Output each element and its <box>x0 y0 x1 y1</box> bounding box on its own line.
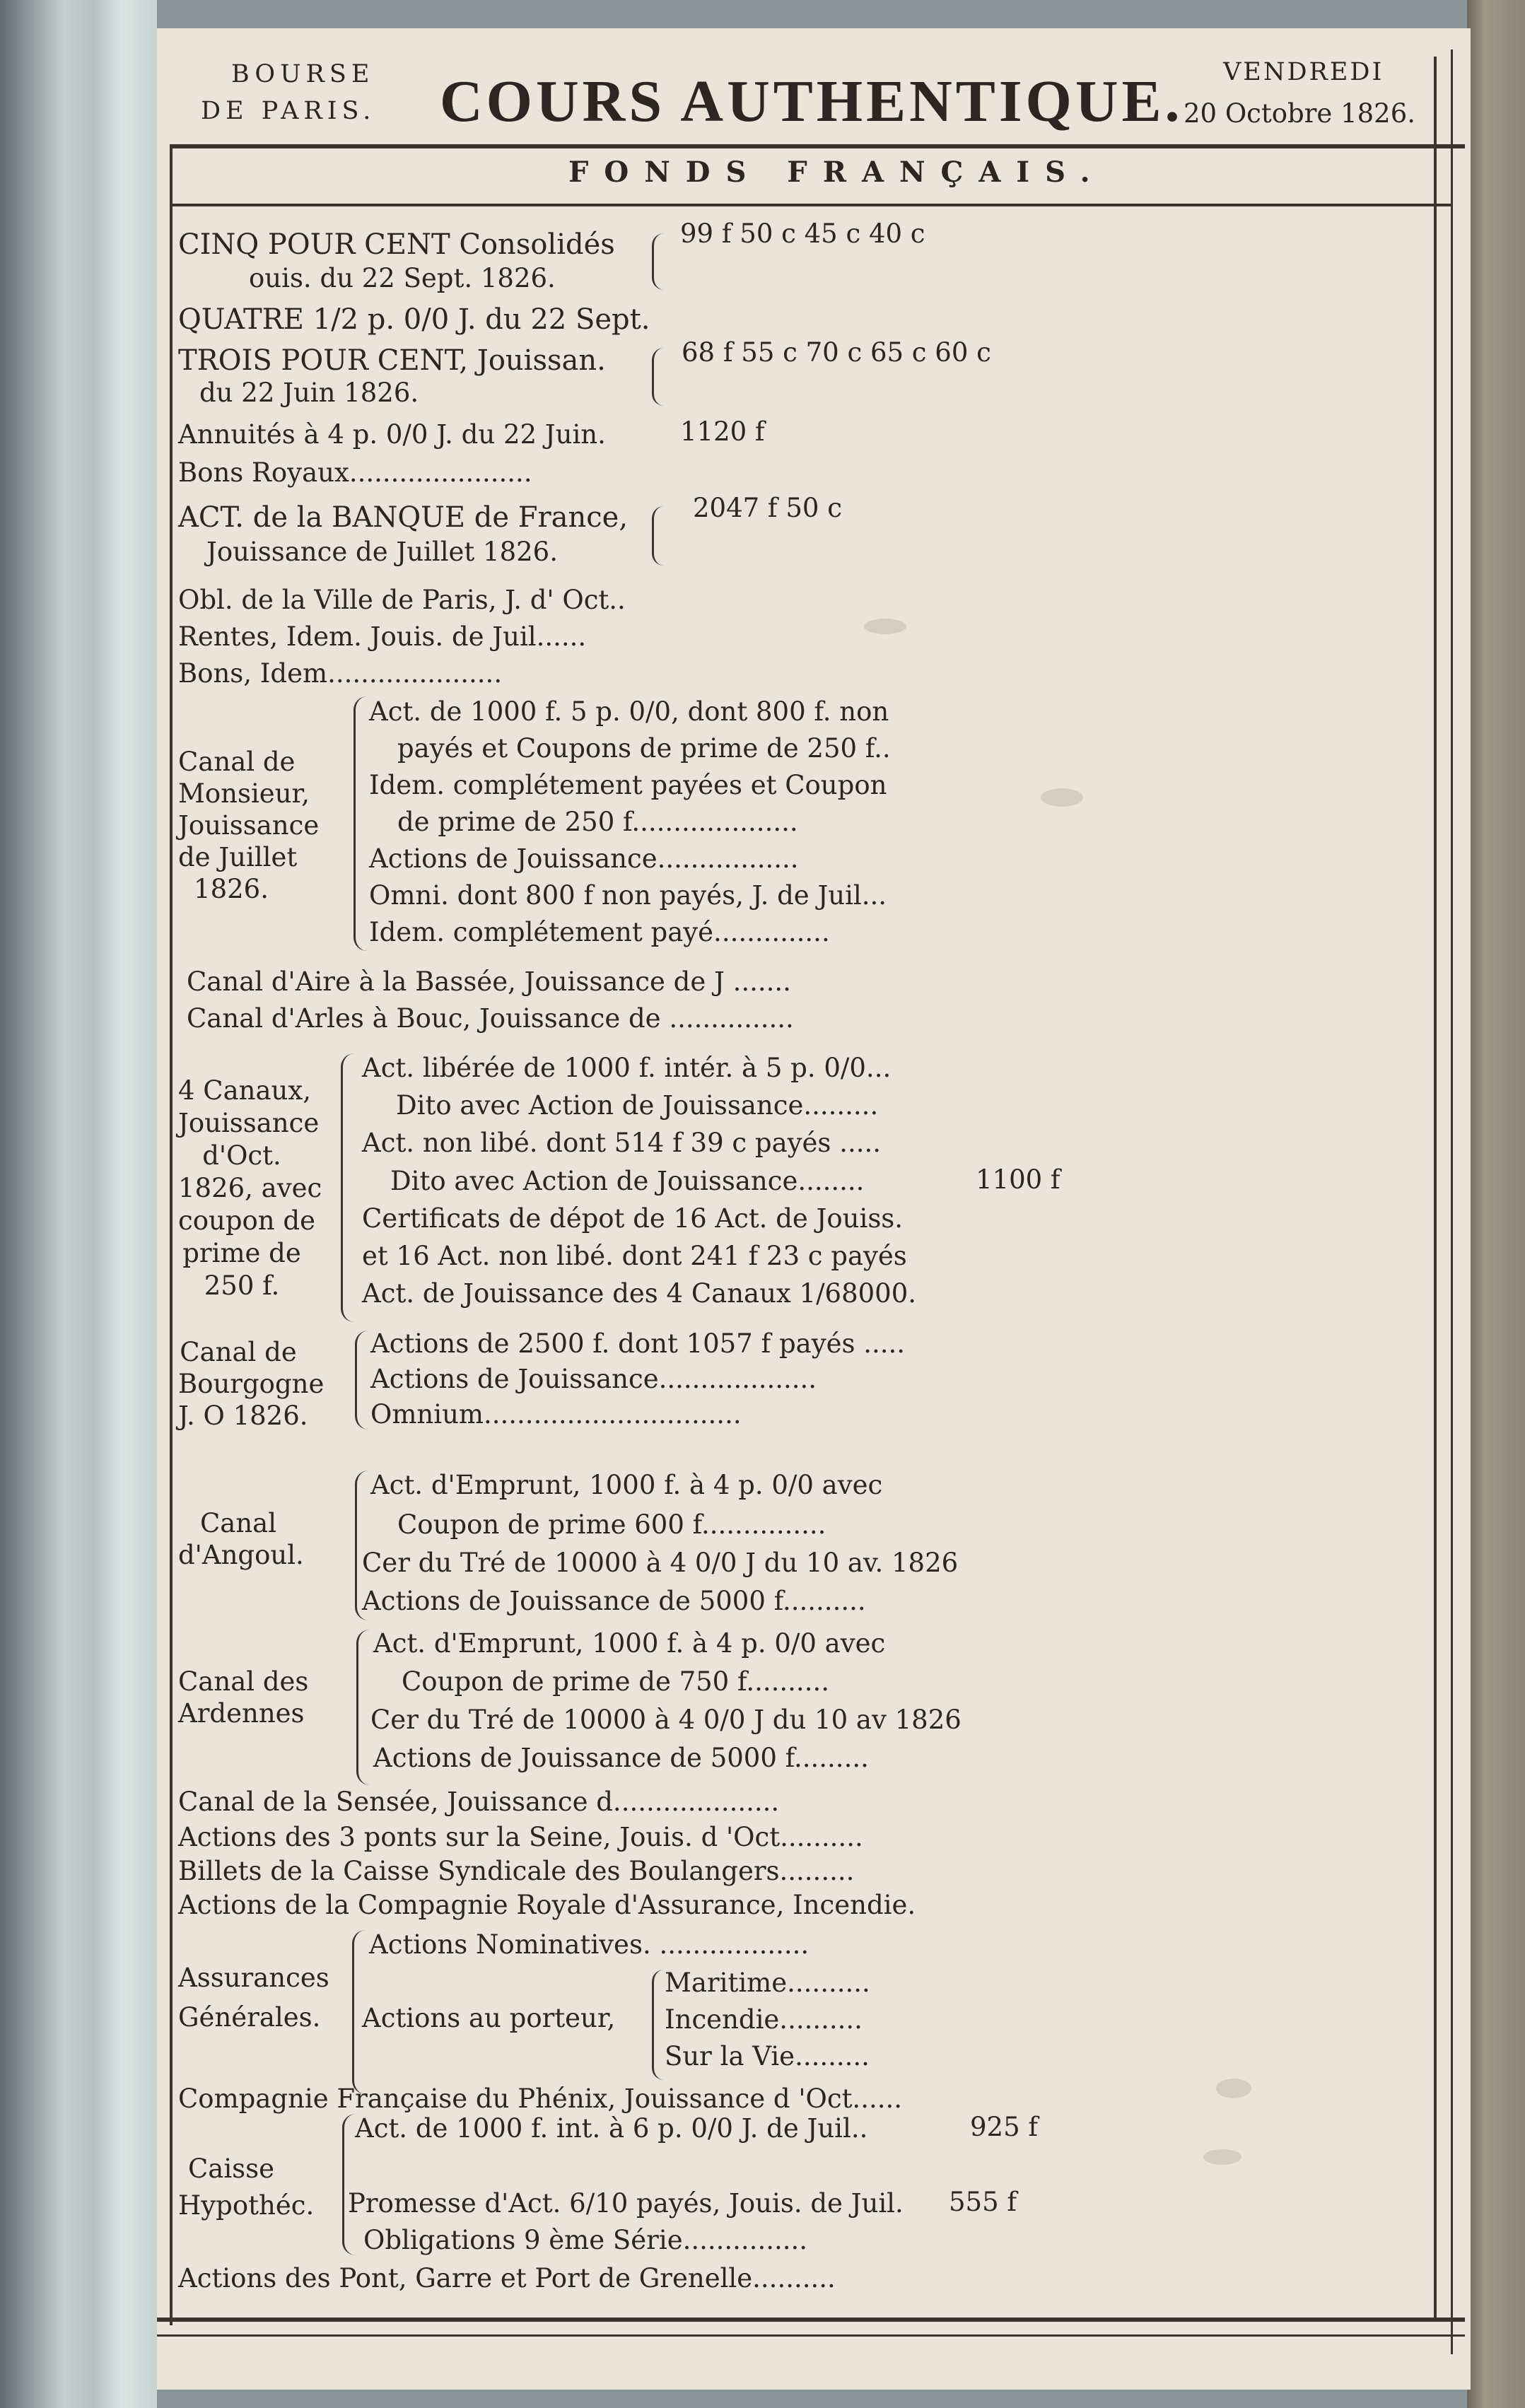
page-stack-edge <box>1467 0 1525 2408</box>
row-trois-pour-cent-sub: du 22 Juin 1826. <box>199 378 419 408</box>
caisse-hypothec-label: Caisse Hypothéc. <box>178 2153 315 2221</box>
price-quatre-canaux: 1100 f <box>976 1164 1061 1195</box>
brace <box>652 506 664 566</box>
right-outer-rule <box>1451 49 1453 2354</box>
row-canal-aire: Canal d'Aire à la Bassée, Jouissance de J ....... <box>187 966 791 997</box>
bourgogne-line-3: Omnium............................... <box>370 1399 742 1430</box>
row-obl-ville-paris: Obl. de la Ville de Paris, J. d' Oct.. <box>178 585 626 615</box>
row-annuites: Annuités à 4 p. 0/0 J. du 22 Juin. <box>178 419 606 450</box>
row-cinq-pour-cent: CINQ POUR CENT Consolidés <box>178 228 615 261</box>
canal-monsieur-line-5: Actions de Jouissance................. <box>369 843 799 874</box>
row-bons-idem: Bons, Idem..................... <box>178 658 503 689</box>
canal-monsieur-line-4: de prime de 250 f.................... <box>397 807 798 837</box>
row-quatre-demi: QUATRE 1/2 p. 0/0 J. du 22 Sept. <box>178 303 650 336</box>
row-ponts-seine: Actions des 3 ponts sur la Seine, Jouis. d 'Oct.......... <box>178 1822 863 1852</box>
brace <box>652 233 664 290</box>
price-caisse-1: 925 f <box>970 2112 1039 2142</box>
brace <box>652 1970 664 2080</box>
quatre-canaux-line-6: et 16 Act. non libé. dont 241 f 23 c payés <box>362 1241 907 1271</box>
row-rentes: Rentes, Idem. Jouis. de Juil...... <box>178 621 587 652</box>
section-rule <box>170 204 1451 206</box>
canal-ardennes-label: Canal des Ardennes <box>178 1666 309 1729</box>
ardennes-line-1: Act. d'Emprunt, 1000 f. à 4 p. 0/0 avec <box>373 1628 886 1659</box>
price-cinq-pour-cent: 99 f 50 c 45 c 40 c <box>680 218 925 249</box>
price-banque: 2047 f 50 c <box>693 493 842 523</box>
quatre-canaux-line-1: Act. libérée de 1000 f. intér. à 5 p. 0/0... <box>362 1053 892 1083</box>
caisse-line-1: Act. de 1000 f. int. à 6 p. 0/0 J. de Juil.. <box>355 2113 868 2144</box>
assurances-maritime: Maritime.......... <box>665 1968 870 1998</box>
brace <box>342 2114 356 2255</box>
brace <box>356 1630 370 1785</box>
row-banque-de-france: ACT. de la BANQUE de France, <box>178 501 629 534</box>
brace <box>354 696 367 951</box>
angoul-line-1: Act. d'Emprunt, 1000 f. à 4 p. 0/0 avec <box>370 1470 883 1500</box>
row-pont-grenelle: Actions des Pont, Garre et Port de Grenelle.......... <box>178 2263 836 2293</box>
bourgogne-line-2: Actions de Jouissance................... <box>370 1364 817 1394</box>
bottom-rule <box>157 2318 1465 2322</box>
assurances-vie: Sur la Vie......... <box>665 2041 870 2071</box>
quatre-canaux-line-7: Act. de Jouissance des 4 Canaux 1/68000. <box>362 1278 917 1309</box>
quatre-canaux-line-2: Dito avec Action de Jouissance......... <box>396 1090 879 1121</box>
brace <box>652 348 664 406</box>
quatre-canaux-label: 4 Canaux, Jouissance d'Oct. 1826, avec coupon de prime de 250 f. <box>178 1075 322 1301</box>
price-caisse-2: 555 f <box>949 2187 1017 2217</box>
row-bons-royaux: Bons Royaux...................... <box>178 457 532 488</box>
row-canal-arles: Canal d'Arles à Bouc, Jouissance de ............... <box>187 1003 794 1034</box>
canal-monsieur-line-7: Idem. complétement payé.............. <box>369 917 830 947</box>
right-frame-rule <box>1434 57 1437 2319</box>
row-canal-sensee: Canal de la Sensée, Jouissance d.................... <box>178 1787 780 1817</box>
canal-monsieur-line-2: payés et Coupons de prime de 250 f.. <box>397 733 891 764</box>
quatre-canaux-line-4: Dito avec Action de Jouissance........ <box>390 1166 865 1196</box>
header-bourse: BOURSE <box>231 60 375 88</box>
ardennes-line-4: Actions de Jouissance de 5000 f......... <box>373 1743 869 1773</box>
bottom-rule-thin <box>157 2334 1465 2337</box>
canal-monsieur-line-1: Act. de 1000 f. 5 p. 0/0, dont 800 f. non <box>369 696 889 727</box>
document-page <box>157 28 1471 2390</box>
section-title: FONDS FRANÇAIS. <box>568 156 1106 189</box>
row-cinq-pour-cent-sub: ouis. du 22 Sept. 1826. <box>249 263 556 293</box>
canal-monsieur-line-3: Idem. complétement payées et Coupon <box>369 770 887 800</box>
brace <box>355 1331 368 1430</box>
angoul-line-4: Actions de Jouissance de 5000 f.......... <box>362 1586 866 1616</box>
canal-monsieur-label: Canal de Monsieur, Jouissance de Juillet 1826. <box>178 747 320 904</box>
caisse-line-2: Promesse d'Act. 6/10 payés, Jouis. de Juil. <box>348 2188 904 2219</box>
caisse-line-3: Obligations 9 ème Série............... <box>363 2225 808 2255</box>
price-annuites: 1120 f <box>680 416 765 447</box>
ink-stain <box>1216 2079 1251 2098</box>
ink-stain <box>864 619 906 634</box>
bourgogne-line-1: Actions de 2500 f. dont 1057 f payés ..... <box>370 1328 906 1359</box>
adjacent-page-edge <box>0 0 92 2408</box>
header-date: 20 Octobre 1826. <box>1184 98 1415 129</box>
ink-stain <box>1041 788 1083 807</box>
ink-stain <box>1203 2149 1241 2165</box>
page-title: COURS AUTHENTIQUE. <box>440 69 1184 134</box>
header-weekday: VENDREDI <box>1223 58 1384 86</box>
angoul-line-3: Cer du Tré de 10000 à 4 0/0 J du 10 av. 1826 <box>362 1548 959 1578</box>
row-trois-pour-cent: TROIS POUR CENT, Jouissan. <box>178 344 606 377</box>
assurances-incendie: Incendie.......... <box>665 2004 863 2035</box>
row-compagnie-phenix: Compagnie Française du Phénix, Jouissance d 'Oct...... <box>178 2083 903 2114</box>
row-banque-sub: Jouissance de Juillet 1826. <box>206 537 558 567</box>
assurances-label: Assurances Générales. <box>178 1963 329 2033</box>
price-trois-pour-cent: 68 f 55 c 70 c 65 c 60 c <box>682 337 991 368</box>
left-frame-rule <box>170 144 173 2325</box>
assurances-porteur: Actions au porteur, <box>362 2003 616 2033</box>
canal-monsieur-line-6: Omni. dont 800 f non payés, J. de Juil... <box>369 880 887 911</box>
quatre-canaux-line-5: Certificats de dépot de 16 Act. de Jouiss. <box>362 1203 904 1234</box>
header-rule <box>170 144 1465 148</box>
ardennes-line-2: Coupon de prime de 750 f.......... <box>402 1666 829 1697</box>
quatre-canaux-line-3: Act. non libé. dont 514 f 39 c payés ..... <box>362 1128 881 1158</box>
angoul-line-2: Coupon de prime 600 f............... <box>397 1509 826 1540</box>
canal-bourgogne-label: Canal de Bourgogne J. O 1826. <box>178 1337 325 1431</box>
header-de-paris: DE PARIS. <box>201 97 376 125</box>
ardennes-line-3: Cer du Tré de 10000 à 4 0/0 J du 10 av 1826 <box>370 1705 962 1735</box>
canal-angoul-label: Canal d'Angoul. <box>178 1508 304 1570</box>
book-binding <box>92 0 157 2408</box>
brace <box>341 1053 354 1322</box>
assurances-nominatives: Actions Nominatives. .................. <box>369 1929 810 1960</box>
row-caisse-boulangers: Billets de la Caisse Syndicale des Boulangers......... <box>178 1856 855 1886</box>
row-compagnie-royale: Actions de la Compagnie Royale d'Assurance, Incendie. <box>178 1890 916 1920</box>
